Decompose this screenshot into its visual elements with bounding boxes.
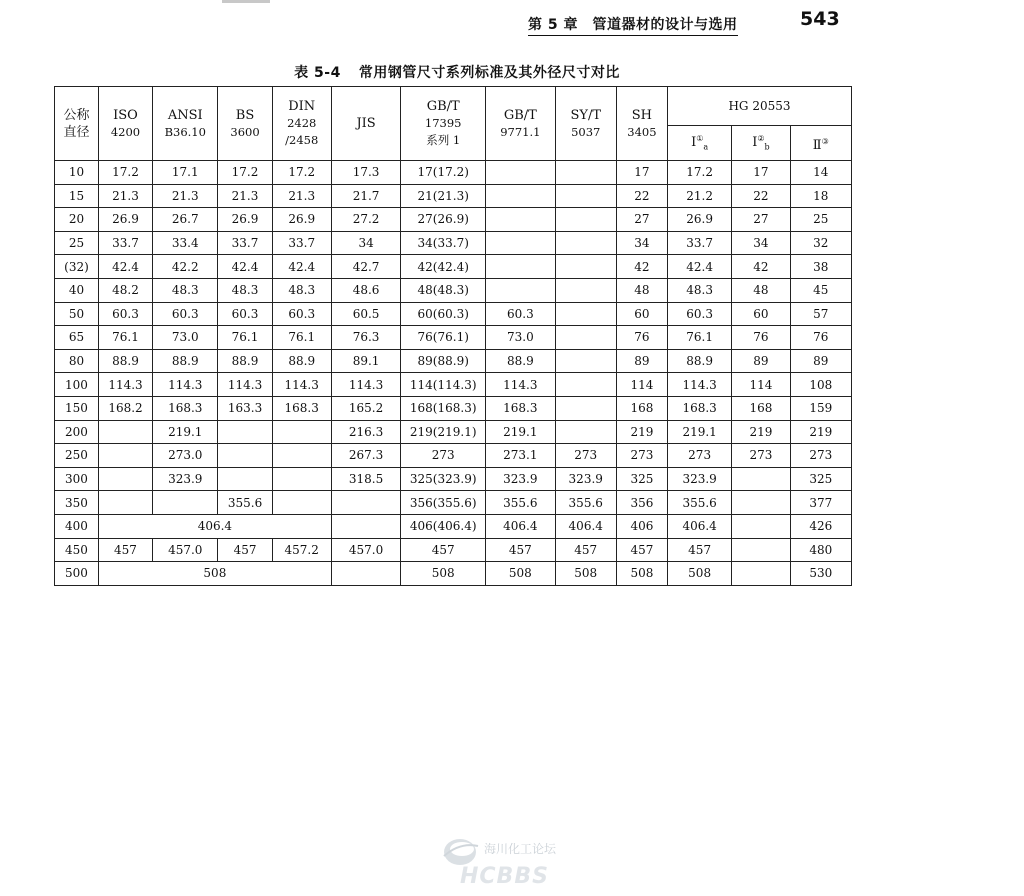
cell-dn: 150	[55, 396, 99, 420]
cell-iso	[98, 444, 152, 468]
cell-gbt17395: 273	[401, 444, 486, 468]
cell-syt	[555, 278, 616, 302]
cell-sh: 114	[616, 373, 667, 397]
cell-ansi: 17.1	[153, 161, 218, 185]
cell-hg-ib: 219	[732, 420, 790, 444]
cell-sh: 219	[616, 420, 667, 444]
cell-hg-ii: 159	[790, 396, 851, 420]
table-row	[55, 373, 852, 397]
cell-ansi: 26.7	[153, 208, 218, 232]
cell-gbt9771	[486, 161, 555, 185]
header-syt: SY/T 5037	[555, 87, 616, 161]
cell-ansi: 42.2	[153, 255, 218, 279]
cell-dn: 40	[55, 278, 99, 302]
cell-hg-ib	[732, 562, 790, 586]
cell-gbt17395: 34(33.7)	[401, 231, 486, 255]
cell-dn: 450	[55, 538, 99, 562]
cell-dn: 50	[55, 302, 99, 326]
cell-sh: 42	[616, 255, 667, 279]
cell-iso: 76.1	[98, 326, 152, 350]
cell-syt	[555, 184, 616, 208]
cell-hg-ii: 219	[790, 420, 851, 444]
cell-din: 26.9	[272, 208, 331, 232]
cell-hg-ib: 168	[732, 396, 790, 420]
cell-dn: 250	[55, 444, 99, 468]
header-hg-ib: $Ⅰ^②_b$	[732, 126, 790, 161]
cell-hg-ii: 108	[790, 373, 851, 397]
watermark-forum-name: 海川化工论坛	[484, 842, 557, 856]
cell-ansi: 457.0	[153, 538, 218, 562]
cell-gbt9771: 273.1	[486, 444, 555, 468]
table-row	[55, 538, 852, 562]
cell-hg-ii: 18	[790, 184, 851, 208]
cell-syt: 457	[555, 538, 616, 562]
chapter-title: 第 5 章 管道器材的设计与选用	[528, 14, 738, 36]
cell-bs: 60.3	[218, 302, 272, 326]
cell-bs: 42.4	[218, 255, 272, 279]
cell-syt	[555, 208, 616, 232]
cell-bs: 163.3	[218, 396, 272, 420]
cell-hg-ii: 14	[790, 161, 851, 185]
header-hg-ia: $Ⅰ^①_a$	[667, 126, 731, 161]
cell-bs: 17.2	[218, 161, 272, 185]
cell-din: 42.4	[272, 255, 331, 279]
cell-hg-ib	[732, 467, 790, 491]
cell-hg-ia: 88.9	[667, 349, 731, 373]
header-jis: JIS	[331, 87, 400, 161]
cell-iso: 21.3	[98, 184, 152, 208]
table-row	[55, 444, 852, 468]
cell-gbt17395: 17(17.2)	[401, 161, 486, 185]
table-row	[55, 420, 852, 444]
cell-gbt9771: 355.6	[486, 491, 555, 515]
table-row	[55, 326, 852, 350]
cell-jis	[331, 491, 400, 515]
cell-dn: 100	[55, 373, 99, 397]
cell-din	[272, 467, 331, 491]
cell-syt	[555, 326, 616, 350]
cell-hg-ia: 60.3	[667, 302, 731, 326]
cell-gbt17395: 168(168.3)	[401, 396, 486, 420]
cell-din	[272, 420, 331, 444]
cell-ansi: 168.3	[153, 396, 218, 420]
cell-gbt17395: 76(76.1)	[401, 326, 486, 350]
cell-gbt17395: 356(355.6)	[401, 491, 486, 515]
cell-hg-ib: 48	[732, 278, 790, 302]
cell-gbt9771: 508	[486, 562, 555, 586]
cell-sh: 356	[616, 491, 667, 515]
cell-ansi: 60.3	[153, 302, 218, 326]
cell-gbt17395: 89(88.9)	[401, 349, 486, 373]
table-row	[55, 396, 852, 420]
cell-din: 48.3	[272, 278, 331, 302]
cell-jis: 17.3	[331, 161, 400, 185]
header-iso: ISO 4200	[98, 87, 152, 161]
cell-iso	[98, 491, 152, 515]
cell-hg-ib	[732, 514, 790, 538]
cell-jis: 34	[331, 231, 400, 255]
table-row	[55, 467, 852, 491]
header-gbt-9771: GB/T 9771.1	[486, 87, 555, 161]
cell-syt: 273	[555, 444, 616, 468]
cell-gbt17395: 406(406.4)	[401, 514, 486, 538]
header-gbt-17395: GB/T 17395 系列 1	[401, 87, 486, 161]
cell-ansi: 21.3	[153, 184, 218, 208]
cell-bs: 33.7	[218, 231, 272, 255]
cell-hg-ib: 60	[732, 302, 790, 326]
cell-bs: 457	[218, 538, 272, 562]
cell-hg-ia: 457	[667, 538, 731, 562]
watermark	[440, 826, 600, 892]
cell-hg-ia: 323.9	[667, 467, 731, 491]
cell-hg-ia: 76.1	[667, 326, 731, 350]
cell-bs: 21.3	[218, 184, 272, 208]
cell-sh: 89	[616, 349, 667, 373]
cell-din	[272, 444, 331, 468]
cell-iso: 168.2	[98, 396, 152, 420]
cell-hg-ib: 76	[732, 326, 790, 350]
cell-iso	[98, 420, 152, 444]
cell-sh: 22	[616, 184, 667, 208]
cell-iso: 26.9	[98, 208, 152, 232]
cell-gbt17395: 21(21.3)	[401, 184, 486, 208]
table-row	[55, 161, 852, 185]
pipe-size-comparison-table	[54, 86, 852, 586]
cell-hg-ii: 325	[790, 467, 851, 491]
cell-hg-ii: 273	[790, 444, 851, 468]
cell-syt: 355.6	[555, 491, 616, 515]
cell-hg-ia: 17.2	[667, 161, 731, 185]
cell-gbt9771: 168.3	[486, 396, 555, 420]
cell-sh: 34	[616, 231, 667, 255]
cell-gbt9771	[486, 184, 555, 208]
cell-dn: (32)	[55, 255, 99, 279]
cell-hg-ib: 42	[732, 255, 790, 279]
top-edge-tab	[222, 0, 270, 3]
cell-jis: 457.0	[331, 538, 400, 562]
cell-jis: 267.3	[331, 444, 400, 468]
cell-hg-ia: 406.4	[667, 514, 731, 538]
cell-merged: 406.4	[98, 514, 331, 538]
cell-jis: 114.3	[331, 373, 400, 397]
cell-din: 168.3	[272, 396, 331, 420]
cell-hg-ib: 22	[732, 184, 790, 208]
cell-gbt9771: 457	[486, 538, 555, 562]
cell-ansi: 219.1	[153, 420, 218, 444]
cell-gbt9771: 323.9	[486, 467, 555, 491]
cell-jis: 89.1	[331, 349, 400, 373]
cell-hg-ib: 89	[732, 349, 790, 373]
cell-hg-ia: 42.4	[667, 255, 731, 279]
cell-iso	[98, 467, 152, 491]
cell-iso: 17.2	[98, 161, 152, 185]
cell-ansi: 48.3	[153, 278, 218, 302]
table-row	[55, 278, 852, 302]
cell-gbt9771	[486, 231, 555, 255]
cell-hg-ii: 426	[790, 514, 851, 538]
table-caption: 常用钢管尺寸系列标准及其外径尺寸对比	[358, 65, 620, 81]
cell-sh: 273	[616, 444, 667, 468]
cell-sh: 325	[616, 467, 667, 491]
cell-syt: 323.9	[555, 467, 616, 491]
cell-sh: 457	[616, 538, 667, 562]
cell-syt	[555, 231, 616, 255]
cell-dn: 25	[55, 231, 99, 255]
cell-hg-ii: 32	[790, 231, 851, 255]
cell-gbt17395: 60(60.3)	[401, 302, 486, 326]
header-hg-ii: Ⅱ③	[790, 126, 851, 161]
cell-syt	[555, 161, 616, 185]
cell-gbt9771: 406.4	[486, 514, 555, 538]
cell-syt	[555, 420, 616, 444]
cell-jis	[331, 562, 400, 586]
table-number: 表 5-4	[294, 65, 341, 81]
table-row	[55, 491, 852, 515]
cell-ansi: 88.9	[153, 349, 218, 373]
cell-din: 60.3	[272, 302, 331, 326]
cell-hg-ii: 530	[790, 562, 851, 586]
cell-dn: 350	[55, 491, 99, 515]
cell-hg-ia: 168.3	[667, 396, 731, 420]
cell-gbt9771: 60.3	[486, 302, 555, 326]
cell-jis: 48.6	[331, 278, 400, 302]
cell-hg-ib: 114	[732, 373, 790, 397]
cell-jis: 165.2	[331, 396, 400, 420]
cell-bs: 26.9	[218, 208, 272, 232]
cell-dn: 15	[55, 184, 99, 208]
cell-iso: 457	[98, 538, 152, 562]
cell-dn: 10	[55, 161, 99, 185]
cell-hg-ia: 48.3	[667, 278, 731, 302]
cell-syt	[555, 255, 616, 279]
cell-gbt17395: 457	[401, 538, 486, 562]
cell-gbt17395: 325(323.9)	[401, 467, 486, 491]
cell-sh: 48	[616, 278, 667, 302]
table-row	[55, 255, 852, 279]
cell-jis: 216.3	[331, 420, 400, 444]
cell-bs: 114.3	[218, 373, 272, 397]
cell-hg-ib: 27	[732, 208, 790, 232]
cell-hg-ii: 57	[790, 302, 851, 326]
cell-hg-ib: 34	[732, 231, 790, 255]
cell-ansi: 114.3	[153, 373, 218, 397]
cell-iso: 48.2	[98, 278, 152, 302]
cell-sh: 60	[616, 302, 667, 326]
cell-bs	[218, 467, 272, 491]
cell-gbt9771: 219.1	[486, 420, 555, 444]
table-row	[55, 208, 852, 232]
cell-gbt9771	[486, 278, 555, 302]
cell-iso: 60.3	[98, 302, 152, 326]
cell-din: 76.1	[272, 326, 331, 350]
table-row	[55, 231, 852, 255]
header-din: DIN 2428 /2458	[272, 87, 331, 161]
cell-hg-ii: 89	[790, 349, 851, 373]
cell-iso: 42.4	[98, 255, 152, 279]
cell-bs: 48.3	[218, 278, 272, 302]
cell-dn: 400	[55, 514, 99, 538]
cell-hg-ib: 17	[732, 161, 790, 185]
cell-din: 33.7	[272, 231, 331, 255]
cell-bs	[218, 420, 272, 444]
cell-dn: 200	[55, 420, 99, 444]
cell-din: 21.3	[272, 184, 331, 208]
cell-gbt17395: 48(48.3)	[401, 278, 486, 302]
running-header	[0, 4, 1024, 36]
cell-ansi: 323.9	[153, 467, 218, 491]
cell-dn: 500	[55, 562, 99, 586]
cell-gbt9771: 114.3	[486, 373, 555, 397]
cell-jis: 42.7	[331, 255, 400, 279]
cell-sh: 168	[616, 396, 667, 420]
cell-iso: 114.3	[98, 373, 152, 397]
cell-jis: 27.2	[331, 208, 400, 232]
cell-hg-ia: 26.9	[667, 208, 731, 232]
cell-gbt17395: 27(26.9)	[401, 208, 486, 232]
cell-hg-ii: 38	[790, 255, 851, 279]
cell-hg-ib	[732, 538, 790, 562]
cell-hg-ii: 45	[790, 278, 851, 302]
table-row	[55, 184, 852, 208]
cell-hg-ii: 25	[790, 208, 851, 232]
cell-bs: 76.1	[218, 326, 272, 350]
cell-hg-ia: 21.2	[667, 184, 731, 208]
header-ansi: ANSI B36.10	[153, 87, 218, 161]
cell-bs: 355.6	[218, 491, 272, 515]
table-row	[55, 514, 852, 538]
cell-hg-ib	[732, 491, 790, 515]
cell-hg-ia: 508	[667, 562, 731, 586]
cell-syt	[555, 396, 616, 420]
table-body	[55, 161, 852, 586]
cell-jis: 318.5	[331, 467, 400, 491]
cell-jis: 60.5	[331, 302, 400, 326]
cell-hg-ii: 480	[790, 538, 851, 562]
cell-din: 17.2	[272, 161, 331, 185]
cell-syt: 508	[555, 562, 616, 586]
cell-hg-ib: 273	[732, 444, 790, 468]
cell-gbt9771: 88.9	[486, 349, 555, 373]
cell-hg-ia: 273	[667, 444, 731, 468]
table-row	[55, 562, 852, 586]
cell-sh: 406	[616, 514, 667, 538]
cell-ansi: 73.0	[153, 326, 218, 350]
cell-ansi: 33.4	[153, 231, 218, 255]
forum-logo-icon	[440, 834, 480, 868]
cell-jis: 21.7	[331, 184, 400, 208]
header-nominal-diameter: 公称 直径	[55, 87, 99, 161]
cell-syt: 406.4	[555, 514, 616, 538]
cell-bs	[218, 444, 272, 468]
cell-sh: 508	[616, 562, 667, 586]
cell-hg-ia: 33.7	[667, 231, 731, 255]
cell-syt	[555, 349, 616, 373]
cell-hg-ii: 377	[790, 491, 851, 515]
cell-ansi	[153, 491, 218, 515]
cell-jis	[331, 514, 400, 538]
cell-din: 457.2	[272, 538, 331, 562]
cell-din	[272, 491, 331, 515]
cell-hg-ia: 219.1	[667, 420, 731, 444]
cell-ansi: 273.0	[153, 444, 218, 468]
cell-gbt17395: 114(114.3)	[401, 373, 486, 397]
cell-hg-ii: 76	[790, 326, 851, 350]
cell-sh: 17	[616, 161, 667, 185]
cell-syt	[555, 302, 616, 326]
cell-gbt17395: 508	[401, 562, 486, 586]
cell-gbt9771: 73.0	[486, 326, 555, 350]
cell-dn: 80	[55, 349, 99, 373]
cell-din: 88.9	[272, 349, 331, 373]
cell-sh: 76	[616, 326, 667, 350]
watermark-brand: HCBBS	[460, 864, 549, 889]
table-row	[55, 302, 852, 326]
cell-hg-ia: 355.6	[667, 491, 731, 515]
cell-syt	[555, 373, 616, 397]
cell-jis: 76.3	[331, 326, 400, 350]
page-number: 543	[800, 8, 840, 30]
cell-gbt9771	[486, 255, 555, 279]
cell-gbt17395: 42(42.4)	[401, 255, 486, 279]
cell-dn: 65	[55, 326, 99, 350]
cell-merged: 508	[98, 562, 331, 586]
cell-gbt17395: 219(219.1)	[401, 420, 486, 444]
header-bs: BS 3600	[218, 87, 272, 161]
cell-dn: 20	[55, 208, 99, 232]
cell-dn: 300	[55, 467, 99, 491]
cell-iso: 33.7	[98, 231, 152, 255]
cell-din: 114.3	[272, 373, 331, 397]
cell-gbt9771	[486, 208, 555, 232]
table-title	[0, 62, 914, 82]
header-sh: SH 3405	[616, 87, 667, 161]
cell-bs: 88.9	[218, 349, 272, 373]
table-row	[55, 349, 852, 373]
cell-iso: 88.9	[98, 349, 152, 373]
cell-sh: 27	[616, 208, 667, 232]
header-hg-20553: HG 20553	[667, 87, 851, 126]
cell-hg-ia: 114.3	[667, 373, 731, 397]
